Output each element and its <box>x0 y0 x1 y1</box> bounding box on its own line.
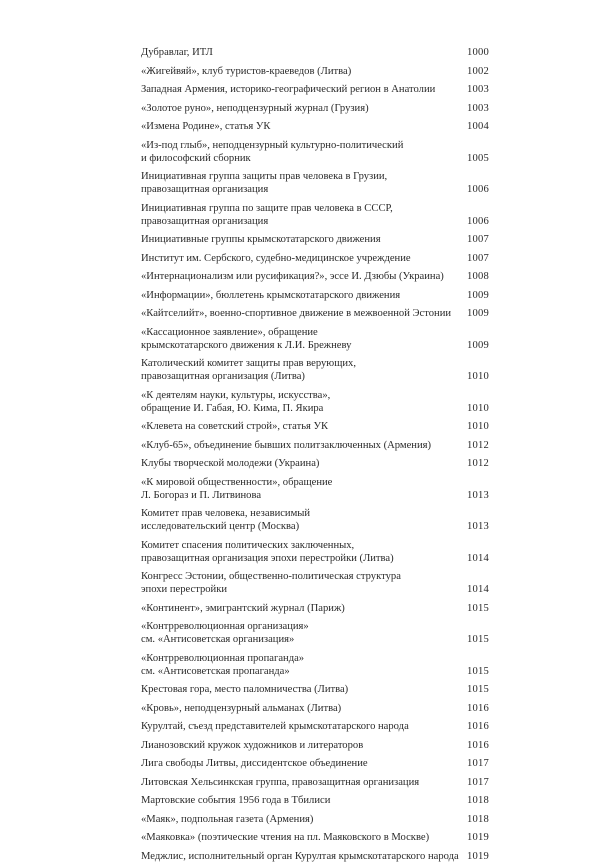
toc-entry-title <box>141 120 459 133</box>
toc-entry-title-line: Инициативная группа защиты прав человека в Грузии, <box>141 171 388 182</box>
toc-entry-title <box>141 289 459 302</box>
toc-entry <box>141 476 489 502</box>
toc-entry <box>141 602 489 615</box>
toc-entry-title <box>141 46 459 59</box>
toc-entry <box>141 702 489 715</box>
toc-entry-title-line: Крестовая гора, место паломничества (Литва) <box>141 684 349 695</box>
toc-entry-page-number: 1009 <box>467 308 489 319</box>
toc-entry-title <box>141 507 459 533</box>
toc-entry-page-number: 1007 <box>467 234 489 245</box>
toc-entry <box>141 139 489 165</box>
toc-entry-title-line: «Измена Родине», статья УК <box>141 121 271 132</box>
toc-entry <box>141 570 489 596</box>
toc-entry-title <box>141 702 459 715</box>
toc-entry-title-line: «Кровь», неподцензурный альманах (Литва) <box>141 702 342 714</box>
toc-entry-title-line: Конгресс Эстонии, общественно-политическая структура <box>141 571 401 582</box>
toc-entry-title-line: «Континент», эмигрантский журнал (Париж) <box>141 602 345 614</box>
toc-entry <box>141 813 489 826</box>
toc-entry-page-number: 1016 <box>467 721 489 732</box>
toc-entry <box>141 757 489 770</box>
toc-entry-page-number: 1004 <box>467 121 489 132</box>
toc-entry-title <box>141 539 459 565</box>
toc-entry-title <box>141 570 459 596</box>
toc-entry-page-number: 1008 <box>467 271 489 282</box>
toc-entry-title <box>141 757 459 770</box>
toc-entry-title-line: «К деятелям науки, культуры, искусства», <box>141 389 331 401</box>
toc-entry-title <box>141 850 459 863</box>
toc-entry-title-line: «Клевета на советский строй», статья УК <box>141 421 329 432</box>
toc-entry-title-line: «Информации», бюллетень крымскотатарского движения <box>141 289 401 301</box>
toc-entry-title <box>141 813 459 826</box>
toc-entry <box>141 252 489 265</box>
toc-entry <box>141 233 489 246</box>
toc-entry <box>141 326 489 352</box>
toc-entry-title-line: правозащитная организация (Литва) <box>141 371 305 382</box>
toc-entry-title <box>141 270 459 283</box>
toc-entry-title-line: Л. Богораз и П. Литвинова <box>141 489 262 501</box>
toc-entry-title-line: «Кайтселийт», военно-спортивное движение в межвоенной Эстонии <box>141 308 452 319</box>
toc-entry-title-line: «Кассационное заявление», обращение <box>141 326 318 338</box>
toc-entry-title-line: «Из-под глыб», неподцензурный культурно-политический <box>141 139 404 151</box>
toc-entry-title-line: Мартовские события 1956 года в Тбилиси <box>141 795 331 806</box>
toc-entry-page-number: 1003 <box>467 84 489 95</box>
toc-entry-title <box>141 776 459 789</box>
toc-entry-title <box>141 457 459 470</box>
toc-entry-title <box>141 102 459 115</box>
toc-entry <box>141 507 489 533</box>
toc-entry-title-line: обращение И. Габая, Ю. Кима, П. Якира <box>141 402 324 414</box>
toc-entry-title-line: Курултай, съезд представителей крымскотатарского народа <box>141 721 409 732</box>
toc-entry-page-number: 1015 <box>467 634 489 645</box>
toc-entry <box>141 850 489 863</box>
toc-entry <box>141 389 489 415</box>
toc-entry <box>141 357 489 383</box>
toc-entry-title-line: «Контрреволюционная пропаганда» <box>141 652 305 664</box>
toc-entry-title-line: см. «Антисоветская организация» <box>141 634 295 645</box>
toc-entry <box>141 539 489 565</box>
toc-entry <box>141 202 489 228</box>
toc-entry <box>141 120 489 133</box>
toc-entry-title <box>141 652 459 678</box>
toc-entry-page-number: 1010 <box>467 371 489 382</box>
toc-entry-title-line: исследовательский центр (Москва) <box>141 521 300 532</box>
toc-entry-title-line: Дубравлаг, ИТЛ <box>141 47 213 58</box>
toc-entry <box>141 46 489 59</box>
toc-entry-title <box>141 139 459 165</box>
toc-entry-title <box>141 683 459 696</box>
toc-entry-page-number: 1018 <box>467 795 489 806</box>
toc-entry <box>141 170 489 196</box>
toc-entry-page-number: 1003 <box>467 102 489 114</box>
toc-entry-title-line: крымскотатарского движения к Л.И. Брежневу <box>141 339 352 351</box>
toc-entry-page-number: 1002 <box>467 65 489 77</box>
toc-entry-title <box>141 476 459 502</box>
toc-entry <box>141 289 489 302</box>
toc-entry-title-line: см. «Антисоветская пропаганда» <box>141 665 290 677</box>
toc-entry-title-line: Католический комитет защиты прав верующих, <box>141 358 356 369</box>
toc-entry-title-line: «Контрреволюционная организация» <box>141 621 309 632</box>
toc-entry-title-line: Институт им. Сербского, судебно-медицинское учреждение <box>141 252 411 264</box>
toc-entry-page-number: 1018 <box>467 813 489 825</box>
toc-entry-title-line: Западная Армения, историко-географический регион в Анатолии <box>141 84 436 95</box>
toc-entry-title <box>141 233 459 246</box>
toc-entry-title-line: Меджлис, исполнительный орган Курултая крымскотатарского народа <box>141 850 459 862</box>
toc-entry-page-number: 1014 <box>467 584 489 595</box>
toc-entry-page-number: 1006 <box>467 215 489 227</box>
toc-entry-title <box>141 439 459 452</box>
toc-entry-title-line: Лианозовский кружок художников и литераторов <box>141 739 364 751</box>
toc-entry <box>141 620 489 646</box>
toc-entry-title-line: Инициативная группа по защите прав человека в СССР, <box>141 202 393 214</box>
toc-entry-title-line: «Клуб-65», объединение бывших политзаключенных (Армения) <box>141 439 432 451</box>
toc-entry-page-number: 1005 <box>467 152 489 164</box>
toc-entry-page-number: 1010 <box>467 421 489 432</box>
toc-entry-page-number: 1007 <box>467 252 489 264</box>
toc-entry-title-line: эпохи перестройки <box>141 584 228 595</box>
toc-entry-page-number: 1015 <box>467 602 489 614</box>
toc-entry <box>141 683 489 696</box>
toc-entry-title-line: «Золотое руно», неподцензурный журнал (Грузия) <box>141 102 369 114</box>
toc-entry-title-line: правозащитная организация <box>141 215 269 227</box>
toc-entry-title-line: Комитет прав человека, независимый <box>141 508 311 519</box>
toc-entry <box>141 307 489 320</box>
toc-entry-title-line: «Маяковка» (поэтические чтения на пл. Маяковского в Москве) <box>141 832 430 843</box>
toc-entry <box>141 720 489 733</box>
toc-entry-title <box>141 420 459 433</box>
toc-entry-page-number: 1016 <box>467 739 489 751</box>
toc-entry <box>141 831 489 844</box>
toc-entry-title-line: Литовская Хельсинкская группа, правозащитная организация <box>141 776 420 788</box>
toc-entry-title-line: «Маяк», подпольная газета (Армения) <box>141 813 314 825</box>
toc-entry-title <box>141 307 459 320</box>
toc-entry-page-number: 1015 <box>467 684 489 695</box>
toc-entry-title-line: Инициативные группы крымскотатарского движения <box>141 234 381 245</box>
toc-entry-page-number: 1009 <box>467 339 489 351</box>
toc-entry-title <box>141 389 459 415</box>
toc-entry-page-number: 1017 <box>467 758 489 769</box>
toc-entry-title <box>141 794 459 807</box>
toc-entry-title <box>141 170 459 196</box>
toc-entry-page-number: 1019 <box>467 850 489 862</box>
toc-entry-title-line: Лига свободы Литвы, диссидентское объединение <box>141 758 368 769</box>
toc-entry <box>141 652 489 678</box>
toc-entry-title-line: «Жигейвяй», клуб туристов-краеведов (Литва) <box>141 65 352 77</box>
toc-entry-title-line: правозащитная организация <box>141 184 269 195</box>
toc-entry <box>141 794 489 807</box>
toc-entry-page-number: 1006 <box>467 184 489 195</box>
toc-entry-page-number: 1019 <box>467 832 489 843</box>
toc-entry-page-number: 1016 <box>467 702 489 714</box>
table-of-contents <box>141 46 489 868</box>
toc-entry-title-line: «Интернационализм или русификация?», эссе И. Дзюбы (Украина) <box>141 271 444 282</box>
toc-entry-title-line: Клубы творческой молодежи (Украина) <box>141 458 320 469</box>
toc-entry-page-number: 1015 <box>467 665 489 677</box>
toc-entry-page-number: 1010 <box>467 402 489 414</box>
toc-entry-title <box>141 620 459 646</box>
toc-entry-title <box>141 202 459 228</box>
toc-entry-page-number: 1000 <box>467 47 489 58</box>
toc-entry-page-number: 1012 <box>467 458 489 469</box>
toc-entry-title <box>141 65 459 78</box>
toc-entry-page-number: 1017 <box>467 776 489 788</box>
toc-entry <box>141 457 489 470</box>
toc-entry-title <box>141 252 459 265</box>
toc-entry-page-number: 1009 <box>467 289 489 301</box>
toc-entry <box>141 270 489 283</box>
toc-entry-page-number: 1014 <box>467 552 489 564</box>
toc-entry-title <box>141 326 459 352</box>
toc-entry <box>141 65 489 78</box>
toc-entry-title-line: и философский сборник <box>141 152 251 164</box>
toc-entry-title <box>141 357 459 383</box>
toc-entry <box>141 83 489 96</box>
toc-entry <box>141 776 489 789</box>
toc-entry-title <box>141 831 459 844</box>
toc-entry-page-number: 1013 <box>467 489 489 501</box>
toc-entry-page-number: 1013 <box>467 521 489 532</box>
toc-entry <box>141 420 489 433</box>
toc-entry-title <box>141 720 459 733</box>
toc-entry-title <box>141 602 459 615</box>
toc-entry-title <box>141 83 459 96</box>
toc-entry-title-line: правозащитная организация эпохи перестройки (Литва) <box>141 552 394 564</box>
toc-entry <box>141 102 489 115</box>
toc-entry-title-line: Комитет спасения политических заключенных, <box>141 539 355 551</box>
toc-entry-title-line: «К мировой общественности», обращение <box>141 476 333 488</box>
toc-entry <box>141 439 489 452</box>
toc-entry-page-number: 1012 <box>467 439 489 451</box>
